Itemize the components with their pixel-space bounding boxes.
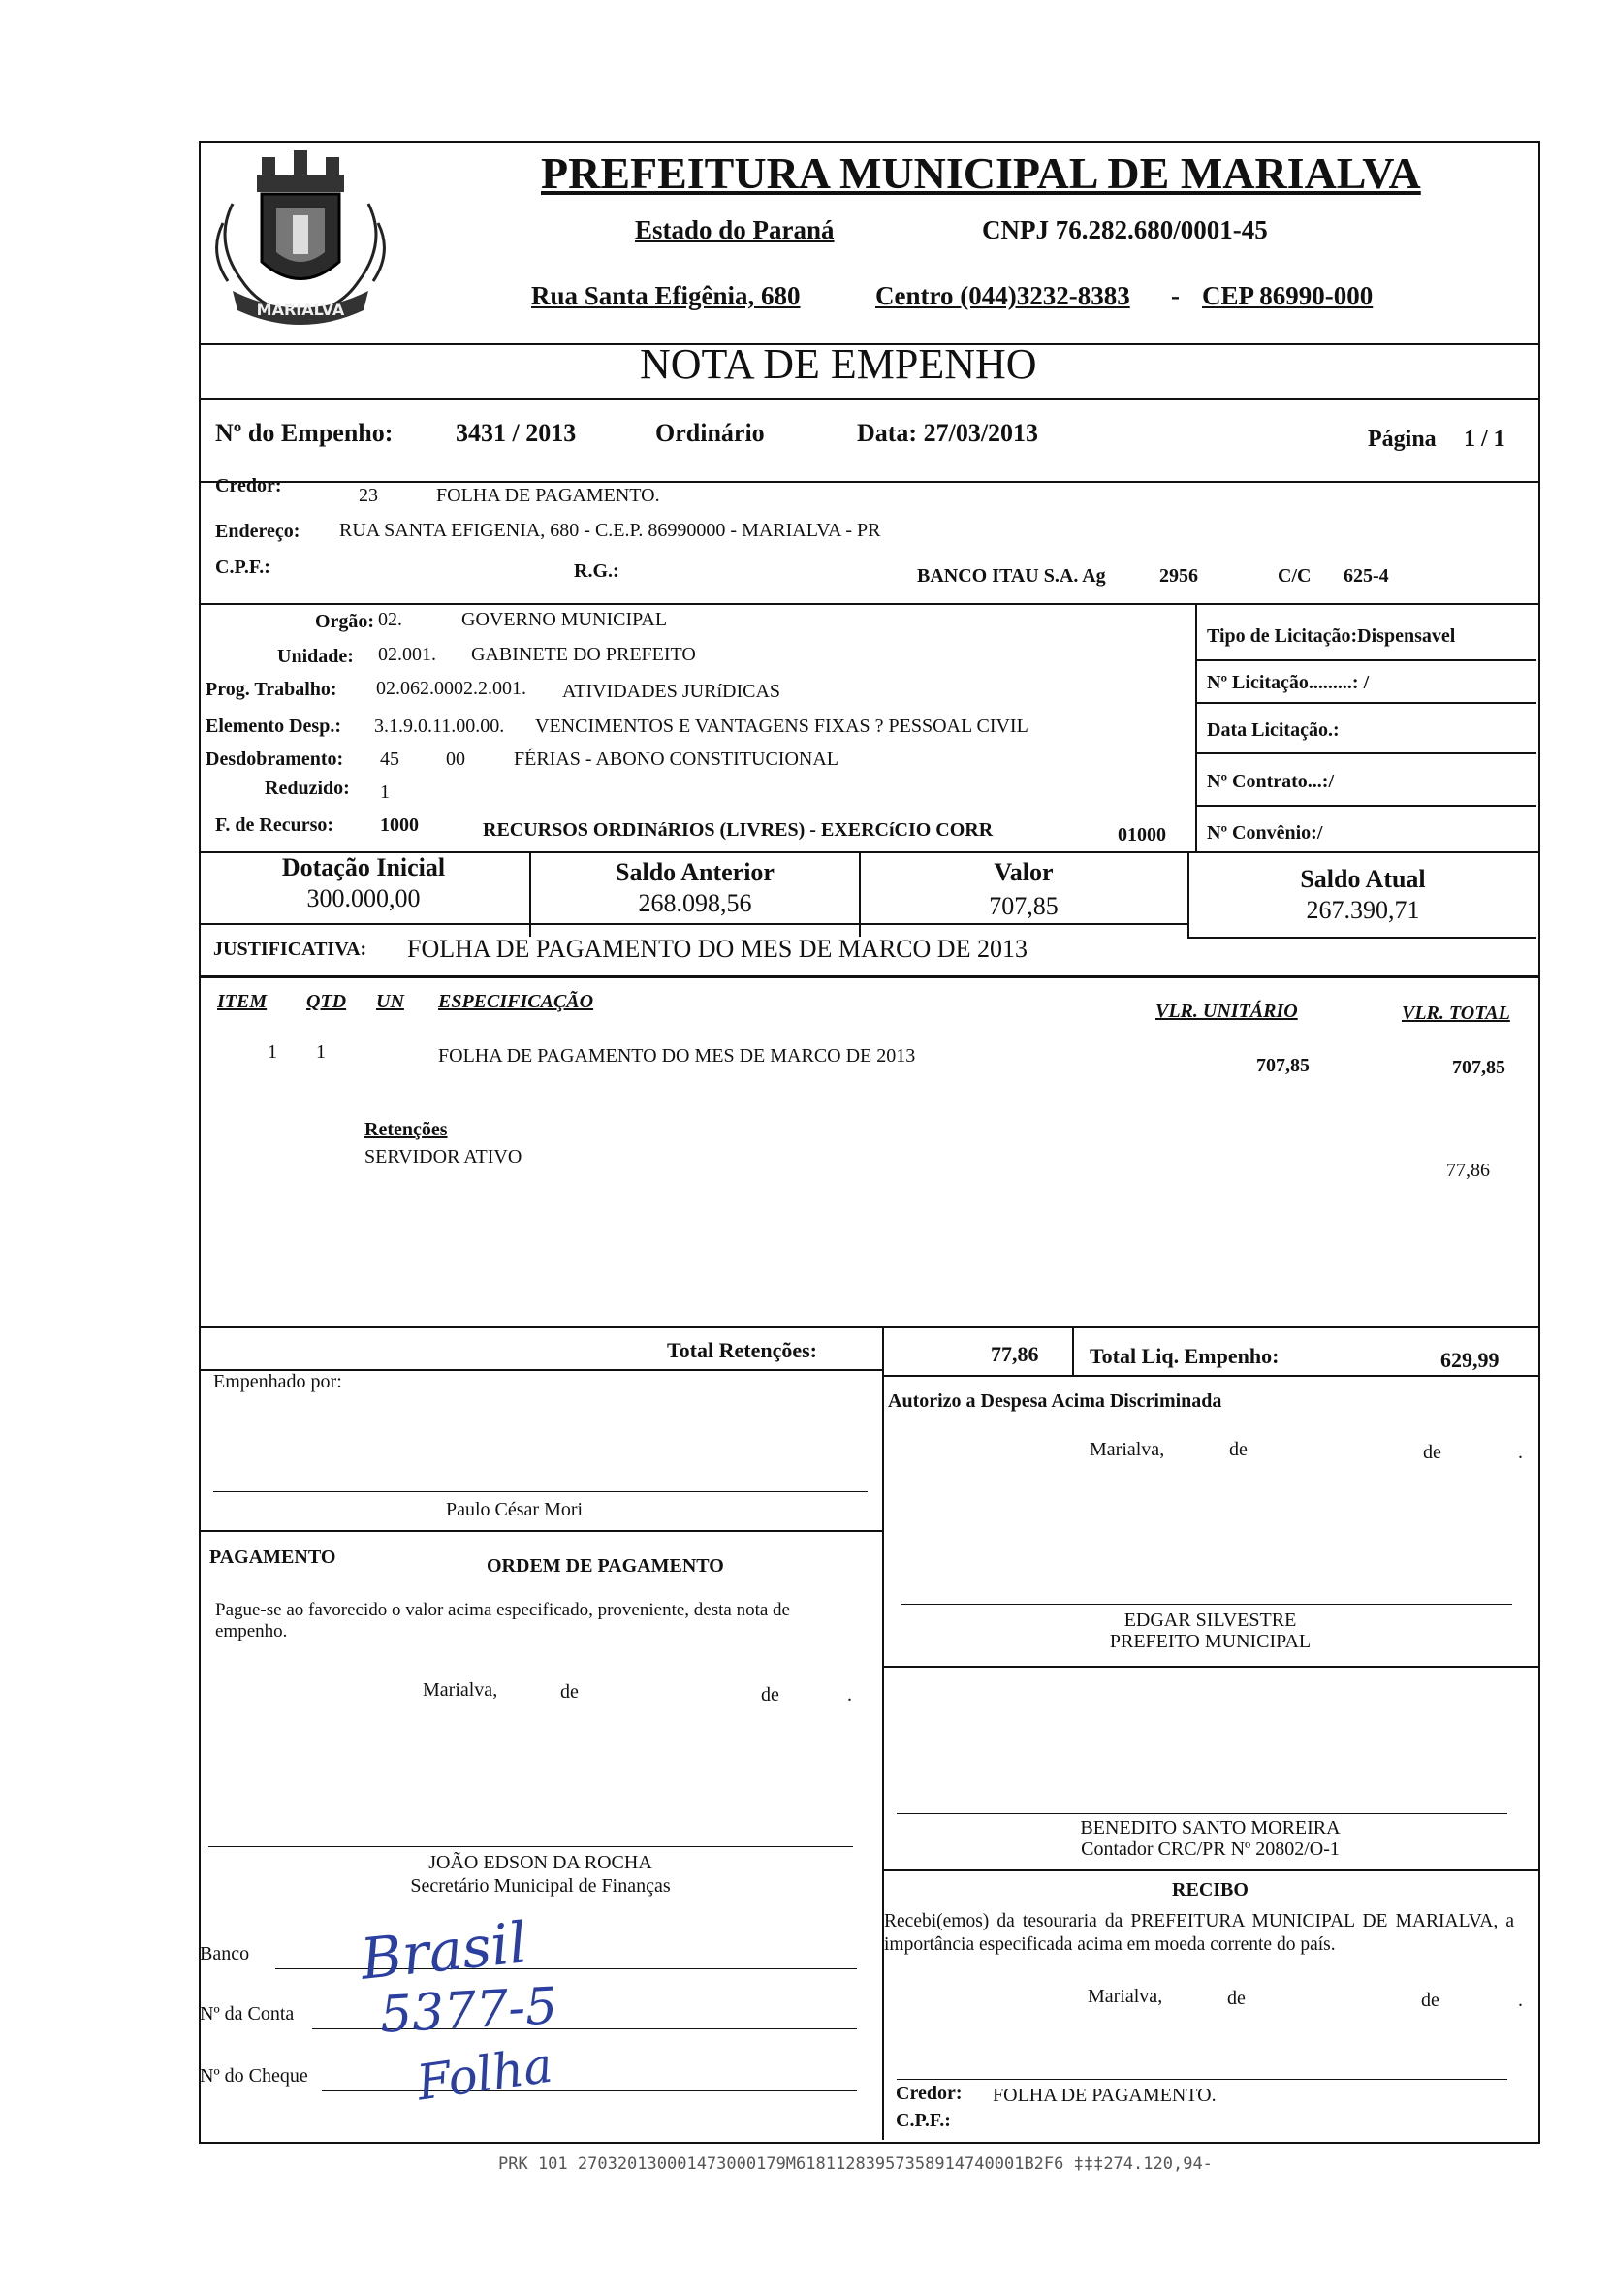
empenhado-label: Empenhado por: <box>213 1371 342 1392</box>
divider <box>199 1326 1538 1328</box>
saldo-anterior-value: 268.098,56 <box>638 889 752 917</box>
licitacao-date: Data Licitação.: <box>1207 719 1340 741</box>
recibo-text: Recebi(emos) da tesouraria da PREFEITURA MUNICIPAL DE MARIALVA, a importância especificada acima em moeda corrente do país. <box>884 1911 1514 1955</box>
recibo-de-1: de <box>1227 1988 1246 2009</box>
handwritten-account: 5377-5 <box>378 1977 559 2045</box>
dotacao-value: 300.000,00 <box>306 884 421 912</box>
desdobramento-code-b: 00 <box>446 749 465 770</box>
prog-code: 02.062.0002.2.001. <box>376 678 526 699</box>
desdobramento-label: Desdobramento: <box>206 749 344 770</box>
col-spec-header: ESPECIFICAÇÃO <box>438 991 594 1012</box>
divider <box>199 603 1538 605</box>
item-unit-value: 707,85 <box>1256 1055 1310 1076</box>
divider <box>199 398 1538 400</box>
cc-number: 625-4 <box>1344 565 1389 587</box>
autorizo-city: Marialva, <box>1090 1439 1165 1460</box>
prog-label: Prog. Trabalho: <box>206 679 337 700</box>
divider <box>882 1666 1538 1668</box>
convenio-number: Nº Convênio:/ <box>1207 822 1323 844</box>
cnpj: CNPJ 76.282.680/0001-45 <box>982 215 1268 244</box>
recibo-de-2: de <box>1421 1990 1439 2011</box>
municipal-crest-icon <box>204 136 397 339</box>
page-number: 1 / 1 <box>1464 427 1505 452</box>
retencoes-label: Retenções <box>364 1119 448 1140</box>
prefeito-title: PREFEITO MUNICIPAL <box>1109 1631 1312 1652</box>
col-item-header: ITEM <box>217 991 268 1012</box>
autorizo-dot: . <box>1518 1442 1523 1463</box>
signature-line <box>213 1491 868 1492</box>
empenho-type: Ordinário <box>655 419 765 447</box>
item-spec: FOLHA DE PAGAMENTO DO MES DE MARCO DE 2013 <box>438 1045 916 1067</box>
divider <box>199 975 1538 978</box>
ordem-de-1: de <box>560 1681 579 1703</box>
total-retencoes-label: Total Retenções: <box>667 1338 817 1362</box>
autorizo-de-1: de <box>1229 1439 1248 1460</box>
recurso-code: 1000 <box>380 814 419 836</box>
divider <box>1195 805 1536 807</box>
state-name: Estado do Paraná <box>635 215 835 244</box>
divider <box>1195 702 1536 704</box>
divider <box>1195 603 1197 851</box>
total-retencoes-value: 77,86 <box>991 1342 1039 1366</box>
recibo-title: RECIBO <box>1172 1879 1249 1900</box>
divider <box>1195 659 1536 661</box>
credor-code: 23 <box>359 485 378 506</box>
col-un-header: UN <box>376 991 404 1012</box>
unidade-code: 02.001. <box>378 644 436 665</box>
pague-text: Pague-se ao favorecido o valor acima especificado, proveniente, desta nota de empenho. <box>215 1600 790 1642</box>
contrato-number: Nº Contrato...:/ <box>1207 771 1335 792</box>
recurso-code-2: 01000 <box>1118 824 1166 845</box>
empenho-date: Data: 27/03/2013 <box>857 419 1039 447</box>
desdobramento-code-a: 45 <box>380 749 399 770</box>
licitacao-number: Nº Licitação.........: / <box>1207 672 1370 693</box>
item-number: 1 <box>268 1041 277 1063</box>
orgao-code: 02. <box>378 609 402 630</box>
cc-label: C/C <box>1278 565 1312 587</box>
justificativa-text: FOLHA DE PAGAMENTO DO MES DE MARCO DE 2013 <box>407 935 1028 963</box>
elemento-label: Elemento Desp.: <box>206 716 341 737</box>
handwritten-bank: Brasil <box>357 1909 530 1993</box>
divider <box>882 1375 884 2140</box>
bank-agency: 2956 <box>1159 565 1198 587</box>
unidade-name: GABINETE DO PREFEITO <box>471 644 696 665</box>
ordem-de-2: de <box>761 1684 779 1706</box>
empenhado-name: Paulo César Mori <box>446 1499 584 1520</box>
recurso-name: RECURSOS ORDINáRIOS (LIVRES) - EXERCíCIO CORR <box>483 819 994 841</box>
ordem-dot: . <box>847 1684 852 1706</box>
prog-name: ATIVIDADES JURíDICAS <box>562 681 781 702</box>
prefeito-name: EDGAR SILVESTRE <box>1123 1610 1297 1631</box>
reduzido-label: Reduzido: <box>265 778 350 799</box>
orgao-name: GOVERNO MUNICIPAL <box>461 609 668 630</box>
desdobramento-name: FÉRIAS - ABONO CONSTITUCIONAL <box>514 749 839 770</box>
credor-address: RUA SANTA EFIGENIA, 680 - C.E.P. 86990000 - MARIALVA - PR <box>339 520 881 541</box>
recibo-credor-label: Credor: <box>896 2083 963 2104</box>
item-total-value: 707,85 <box>1452 1057 1505 1078</box>
recibo-credor-name: FOLHA DE PAGAMENTO. <box>993 2085 1217 2106</box>
saldo-anterior-label: Saldo Anterior <box>616 858 775 886</box>
item-qtd: 1 <box>316 1041 326 1063</box>
credor-name: FOLHA DE PAGAMENTO. <box>436 485 660 506</box>
unidade-label: Unidade: <box>277 646 354 667</box>
rg-label: R.G.: <box>574 560 619 582</box>
licitacao-type: Tipo de Licitação:Dispensavel <box>1207 625 1456 647</box>
signature-line <box>897 2079 1507 2080</box>
secretario-name: JOÃO EDSON DA ROCHA <box>428 1852 652 1873</box>
divider <box>1072 1326 1074 1375</box>
bank-name: BANCO ITAU S.A. Ag <box>917 565 1106 587</box>
cheque-line <box>322 2090 857 2091</box>
contador-name: BENEDITO SANTO MOREIRA <box>1080 1817 1341 1838</box>
signature-line <box>901 1604 1512 1605</box>
contador-title: Contador CRC/PR Nº 20802/O-1 <box>1081 1838 1340 1860</box>
svg-text:MARIALVA: MARIALVA <box>256 301 345 319</box>
institution-title: PREFEITURA MUNICIPAL DE MARIALVA <box>541 148 1421 198</box>
divider <box>882 1326 884 1375</box>
orgao-label: Orgão: <box>315 611 375 632</box>
signature-line <box>208 1846 853 1847</box>
retencao-name: SERVIDOR ATIVO <box>364 1146 522 1167</box>
retencao-value: 77,86 <box>1446 1160 1490 1181</box>
banco-label: Banco <box>200 1943 250 1964</box>
secretario-title: Secretário Municipal de Finanças <box>410 1875 671 1897</box>
document-title: NOTA DE EMPENHO <box>640 340 1037 388</box>
autorizo-de-2: de <box>1423 1442 1441 1463</box>
cep: CEP 86990-000 <box>1202 281 1374 310</box>
saldo-atual-label: Saldo Atual <box>1300 865 1426 893</box>
divider <box>199 481 1538 483</box>
divider <box>882 1375 1538 1377</box>
cpf-label: C.P.F.: <box>215 557 270 578</box>
saldo-atual-value: 267.390,71 <box>1306 896 1420 924</box>
divider <box>199 923 1187 925</box>
district-phone: Centro (044)3232-8383 <box>875 281 1130 310</box>
total-liq-value: 629,99 <box>1440 1348 1500 1372</box>
elemento-code: 3.1.9.0.11.00.00. <box>374 716 505 737</box>
recurso-label: F. de Recurso: <box>215 814 334 836</box>
divider <box>1187 937 1536 939</box>
header-dash: - <box>1171 281 1180 310</box>
divider <box>199 1530 882 1532</box>
street-address: Rua Santa Efigênia, 680 <box>531 281 801 310</box>
ordem-pagamento-title: ORDEM DE PAGAMENTO <box>487 1555 724 1577</box>
elemento-name: VENCIMENTOS E VANTAGENS FIXAS ? PESSOAL CIVIL <box>535 716 1028 737</box>
col-total-header: VLR. TOTAL <box>1402 1003 1510 1024</box>
col-qtd-header: QTD <box>306 991 347 1012</box>
page-label: Página <box>1368 427 1437 452</box>
autorizo-text: Autorizo a Despesa Acima Discriminada <box>888 1390 1222 1412</box>
divider <box>882 1869 1538 1871</box>
pagamento-label: PAGAMENTO <box>209 1547 336 1568</box>
address-label: Endereço: <box>215 521 300 542</box>
divider <box>1195 752 1536 754</box>
valor-label: Valor <box>994 858 1054 886</box>
recibo-cpf-label: C.P.F.: <box>896 2110 951 2131</box>
credor-label: Credor: <box>215 475 282 496</box>
conta-label: Nº da Conta <box>200 2003 295 2025</box>
reduzido-value: 1 <box>380 781 390 803</box>
valor-value: 707,85 <box>989 892 1059 920</box>
cheque-label: Nº do Cheque <box>200 2065 308 2087</box>
ordem-city: Marialva, <box>423 1679 498 1701</box>
total-liq-label: Total Liq. Empenho: <box>1090 1344 1280 1368</box>
empenho-number-label: Nº do Empenho: <box>215 419 394 447</box>
recibo-dot: . <box>1518 1990 1523 2011</box>
dotacao-label: Dotação Inicial <box>281 853 446 881</box>
micr-line: PRK 101 270320130001473000179M61811283957358914740001B2F6 ‡‡‡274.120,94- <box>498 2154 1213 2174</box>
col-unit-header: VLR. UNITÁRIO <box>1155 1001 1298 1022</box>
recibo-city: Marialva, <box>1088 1986 1163 2007</box>
signature-line <box>897 1813 1507 1814</box>
empenho-number: 3431 / 2013 <box>456 419 577 447</box>
justificativa-label: JUSTIFICATIVA: <box>213 939 367 960</box>
handwritten-cheque: Folha <box>413 2036 556 2112</box>
